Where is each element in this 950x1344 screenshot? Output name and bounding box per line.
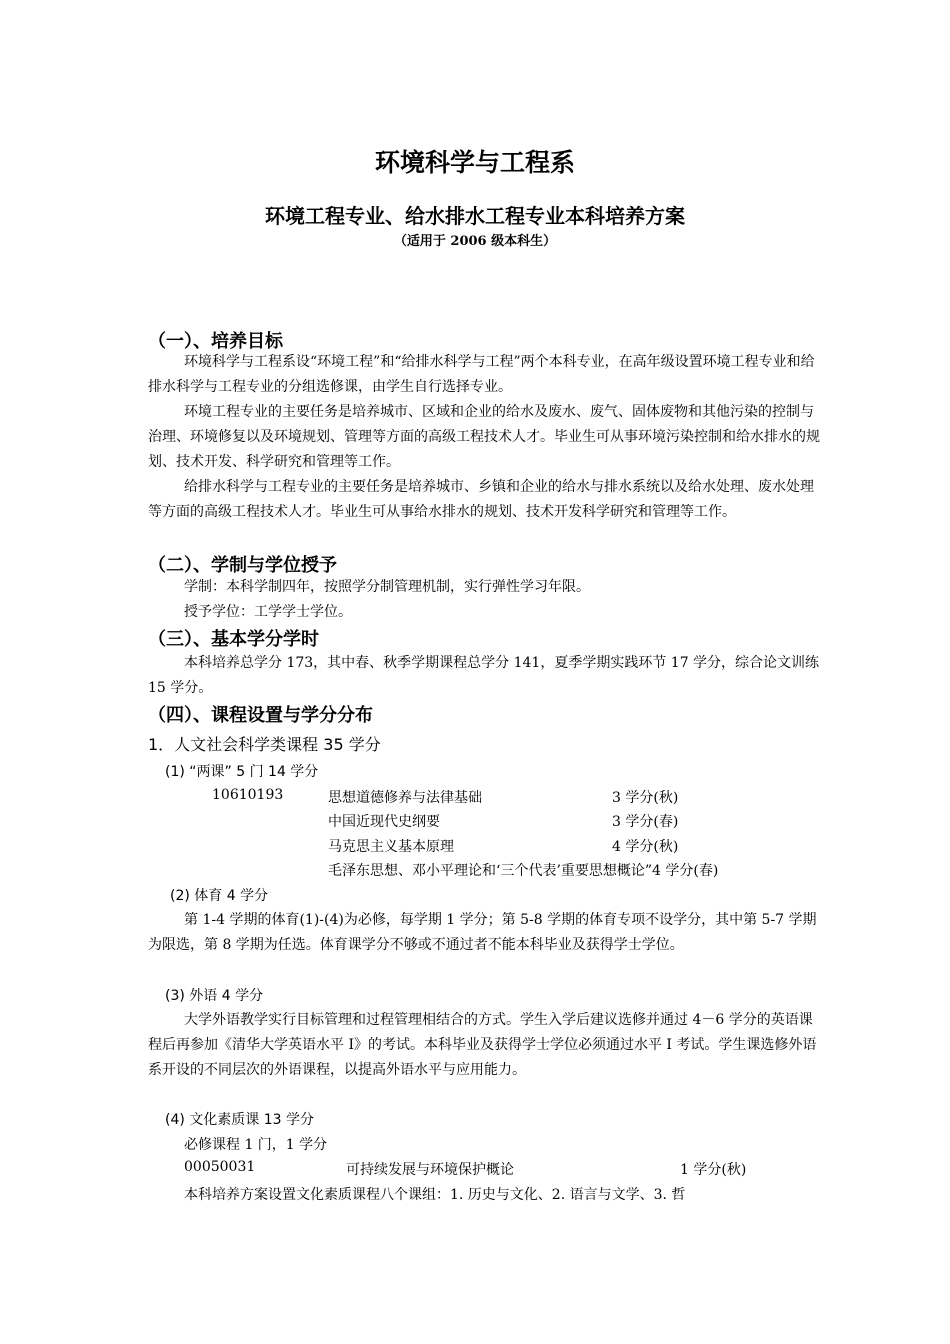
course-code: 10610193 (212, 787, 284, 803)
course-credit: 1 学分(秋) (680, 1162, 747, 1178)
paragraph-goals-1 (148, 350, 820, 400)
paragraph-text: 环境科学与工程系设“环境工程”和“给排水科学与工程”两个本科专业，在高年级设置环境工程专业和给排水科学与工程专业的分组选修课，由学生自行选择专业。 (148, 354, 815, 395)
part-heading-politics: (1) “两课” 5 门 14 学分 (165, 764, 319, 780)
paragraph-text: 第 1-4 学期的体育(1)-(4)为必修，每学期 1 学分；第 5-8 学期的体育专项不设学分，其中第 5-7 学期为限选，第 8 学期为任选。体育课学分不够或不通过者不能本科毕业及获得学士学位。 (148, 912, 817, 953)
part-heading-language: (3) 外语 4 学分 (165, 988, 264, 1004)
paragraph-goals-2 (148, 400, 820, 475)
course-name: 毛泽东思想、邓小平理论和‘三个代表’重要思想概论”4 学分(春) (328, 863, 719, 879)
culture-last-line: 本科培养方案设置文化素质课程八个课组：1. 历史与文化、2. 语言与文学、3. 哲 (184, 1187, 686, 1203)
document-title: 环境科学与工程系 (374, 148, 575, 177)
part-heading-pe: (2) 体育 4 学分 (170, 888, 269, 904)
culture-required-line: 必修课程 1 门，1 学分 (184, 1137, 328, 1153)
paragraph-text: 本科培养总学分 173，其中春、秋季学期课程总学分 141，夏季学期实践环节 17 学分，综合论文训练 15 学分。 (148, 655, 820, 696)
paragraph-language (148, 1008, 820, 1083)
course-name: 思想道德修养与法律基础 (328, 790, 482, 806)
document-subtitle: 环境工程专业、给水排水工程专业本科培养方案 (265, 204, 685, 228)
paragraph-pe (148, 908, 820, 958)
course-code: 00050031 (184, 1159, 256, 1175)
section-heading-system: （二）、学制与学位授予 (148, 555, 337, 576)
section-heading-credits: （三）、基本学分学时 (148, 629, 319, 650)
section-heading-courses: （四）、课程设置与学分分布 (148, 705, 373, 726)
course-credit: 4 学分(秋) (612, 839, 679, 855)
course-name: 中国近现代史纲要 (328, 814, 440, 830)
course-credit: 3 学分(秋) (612, 790, 679, 806)
paragraph-goals-3 (148, 475, 820, 525)
course-name: 可持续发展与环境保护概论 (346, 1162, 514, 1178)
paragraph-text: 大学外语教学实行目标管理和过程管理相结合的方式。学生入学后建议选修并通过 4－6 学分的英语课程后再参加《清华大学英语水平 I》的考试。本科毕业及获得学士学位必须通过水平 I 考试。学生课选修外语系开设的不同层次的外语课程，以提高外语水平与应用能力。 (148, 1012, 817, 1078)
course-name: 马克思主义基本原理 (328, 839, 454, 855)
applicability-note: （适用于 2006 级本科生） (393, 234, 557, 249)
system-line-1: 学制：本科学制四年，按照学分制管理机制，实行弹性学习年限。 (184, 579, 590, 595)
system-line-2: 授予学位：工学学士学位。 (184, 604, 352, 620)
paragraph-text: 环境工程专业的主要任务是培养城市、区域和企业的给水及废水、废气、固体废物和其他污染的控制与治理、环境修复以及环境规划、管理等方面的高级工程技术人才。毕业生可从事环境污染控制和给水排水的规划、技术开发、科学研究和管理等工作。 (148, 404, 820, 470)
section-heading-goals: （一）、培养目标 (148, 331, 283, 352)
part-heading-culture: (4) 文化素质课 13 学分 (165, 1112, 314, 1128)
course-credit: 3 学分(春) (612, 814, 679, 830)
paragraph-credits (148, 651, 820, 701)
paragraph-text: 给排水科学与工程专业的主要任务是培养城市、乡镇和企业的给水与排水系统以及给水处理、废水处理等方面的高级工程技术人才。毕业生可从事给水排水的规划、技术开发科学研究和管理等工作。 (148, 479, 814, 520)
subheading-humanities: 1．人文社会科学类课程 35 学分 (148, 735, 381, 754)
